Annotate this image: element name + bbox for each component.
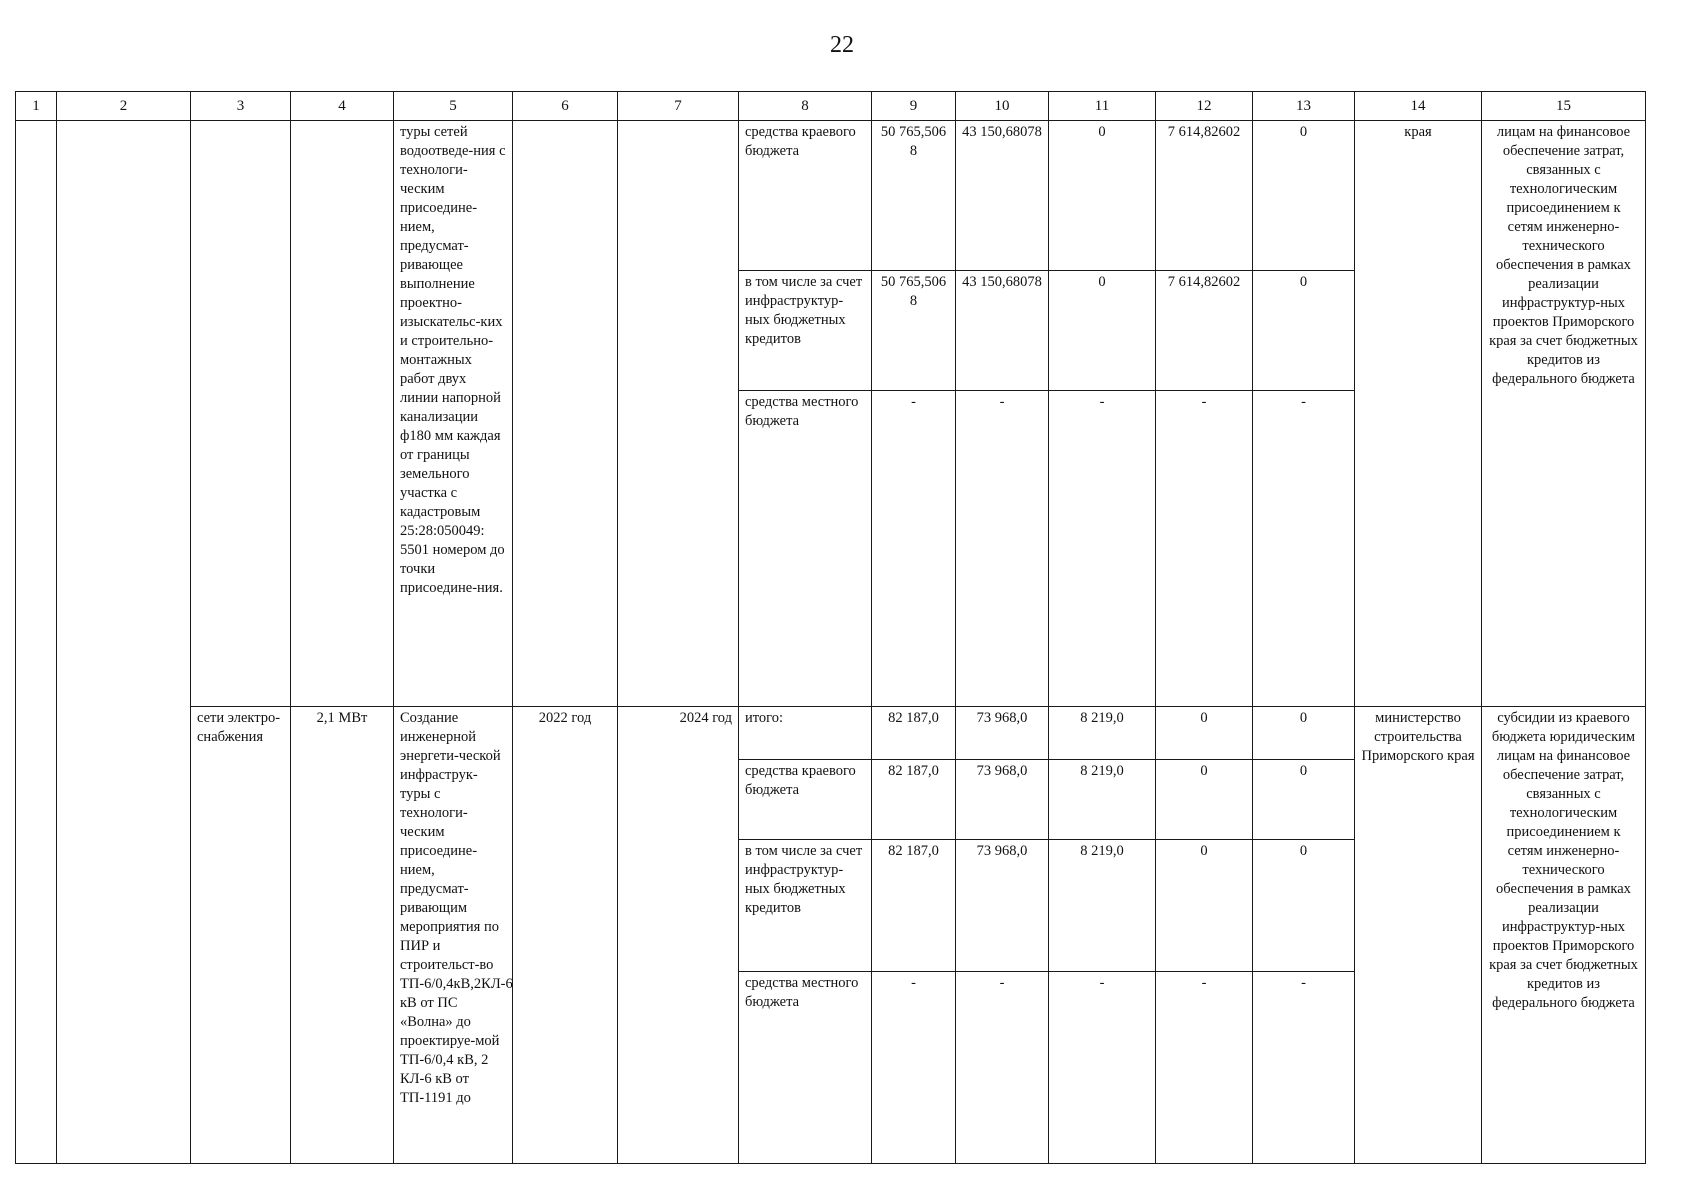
cell-col2 xyxy=(57,121,191,1164)
funding-source: в том числе за счет инфраструктур-ных бюджетных кредитов xyxy=(739,840,872,972)
value-col13: 0 xyxy=(1253,271,1355,391)
funding-source: итого: xyxy=(739,707,872,760)
value-col12: - xyxy=(1156,391,1253,707)
value-col9: 82 187,0 xyxy=(872,840,956,972)
funding-source: средства краевого бюджета xyxy=(739,760,872,840)
funding-source: средства краевого бюджета xyxy=(739,121,872,271)
value-col12: 0 xyxy=(1156,707,1253,760)
value-col12: 0 xyxy=(1156,760,1253,840)
col-header-11: 11 xyxy=(1049,92,1156,121)
page-number: 22 xyxy=(830,32,854,58)
object-description-block2: Создание инженерной энергети-ческой инфраструк-туры с технологи-ческим присоедине-нием, предусмат-ривающим мероприятия по ПИР и строительст-во ТП-6/0,4кВ,2КЛ-6 кВ от ПС «Волна» до проектируе-мой ТП-6/0,4 кВ, 2 КЛ-6 кВ от ТП-1191 до xyxy=(394,707,513,1164)
value-col9: - xyxy=(872,972,956,1164)
value-col9: 82 187,0 xyxy=(872,707,956,760)
end-year: 2024 год xyxy=(618,707,739,1164)
capacity: 2,1 МВт xyxy=(291,707,394,1164)
start-year: 2022 год xyxy=(513,707,618,1164)
value-col10: - xyxy=(956,972,1049,1164)
value-col12: 0 xyxy=(1156,840,1253,972)
col-header-13: 13 xyxy=(1253,92,1355,121)
purpose-block1: лицам на финансовое обеспечение затрат, связанных с технологическим присоединением к сетям инженерно-технического обеспечения в рамках реализации инфраструктур-ных проектов Приморского края за счет бюджетных кредитов из федерального бюджета xyxy=(1482,121,1646,707)
value-col12: 7 614,82602 xyxy=(1156,271,1253,391)
value-col9: - xyxy=(872,391,956,707)
column-numbers-row xyxy=(16,92,1646,121)
value-col10: - xyxy=(956,391,1049,707)
cell-col3-block1 xyxy=(191,121,291,707)
col-header-1: 1 xyxy=(16,92,57,121)
value-col13: 0 xyxy=(1253,840,1355,972)
table-row xyxy=(16,707,1646,760)
col-header-5: 5 xyxy=(394,92,513,121)
purpose-block2: субсидии из краевого бюджета юридическим лицам на финансовое обеспечение затрат, связанных с технологическим присоединением к сетям инженерно-технического обеспечения в рамках реализации инфраструктур-ных проектов Приморского края за счет бюджетных кредитов из федерального бюджета xyxy=(1482,707,1646,1164)
value-col10: 73 968,0 xyxy=(956,840,1049,972)
col-header-15: 15 xyxy=(1482,92,1646,121)
cell-col1 xyxy=(16,121,57,1164)
object-description-block1: туры сетей водоотведе-ния с технологи-ческим присоедине-нием, предусмат-ривающее выполнение проектно-изыскательс-ких и строительно-монтажных работ двух линии напорной канализации ф180 мм каждая от границы земельного участка с кадастровым 25:28:050049: 5501 номером до точки присоедине-ния. xyxy=(394,121,513,707)
value-col11: 8 219,0 xyxy=(1049,760,1156,840)
cell-col7-block1 xyxy=(618,121,739,707)
value-col9: 82 187,0 xyxy=(872,760,956,840)
value-col11: 0 xyxy=(1049,271,1156,391)
table-row xyxy=(16,121,1646,271)
value-col13: 0 xyxy=(1253,121,1355,271)
col-header-9: 9 xyxy=(872,92,956,121)
value-col13: 0 xyxy=(1253,707,1355,760)
col-header-14: 14 xyxy=(1355,92,1482,121)
value-col10: 73 968,0 xyxy=(956,707,1049,760)
cell-col4-block1 xyxy=(291,121,394,707)
col-header-7: 7 xyxy=(618,92,739,121)
col-header-12: 12 xyxy=(1156,92,1253,121)
value-col13: 0 xyxy=(1253,760,1355,840)
value-col9: 50 765,506 8 xyxy=(872,121,956,271)
value-col9: 50 765,506 8 xyxy=(872,271,956,391)
value-col11: 8 219,0 xyxy=(1049,707,1156,760)
col-header-8: 8 xyxy=(739,92,872,121)
value-col11: - xyxy=(1049,972,1156,1164)
col-header-10: 10 xyxy=(956,92,1049,121)
col-header-3: 3 xyxy=(191,92,291,121)
value-col13: - xyxy=(1253,391,1355,707)
col-header-4: 4 xyxy=(291,92,394,121)
program-table xyxy=(15,91,1646,1164)
value-col11: 8 219,0 xyxy=(1049,840,1156,972)
value-col10: 73 968,0 xyxy=(956,760,1049,840)
col-header-6: 6 xyxy=(513,92,618,121)
value-col11: 0 xyxy=(1049,121,1156,271)
value-col12: 7 614,82602 xyxy=(1156,121,1253,271)
responsible-body-block2: министерство строительства Приморского края xyxy=(1355,707,1482,1164)
funding-source: средства местного бюджета xyxy=(739,391,872,707)
funding-source: средства местного бюджета xyxy=(739,972,872,1164)
funding-source: в том числе за счет инфраструктур-ных бюджетных кредитов xyxy=(739,271,872,391)
value-col13: - xyxy=(1253,972,1355,1164)
responsible-body-block1: края xyxy=(1355,121,1482,707)
value-col11: - xyxy=(1049,391,1156,707)
col-header-2: 2 xyxy=(57,92,191,121)
value-col10: 43 150,68078 xyxy=(956,121,1049,271)
network-type: сети электро-снабжения xyxy=(191,707,291,1164)
value-col12: - xyxy=(1156,972,1253,1164)
value-col10: 43 150,68078 xyxy=(956,271,1049,391)
cell-col6-block1 xyxy=(513,121,618,707)
